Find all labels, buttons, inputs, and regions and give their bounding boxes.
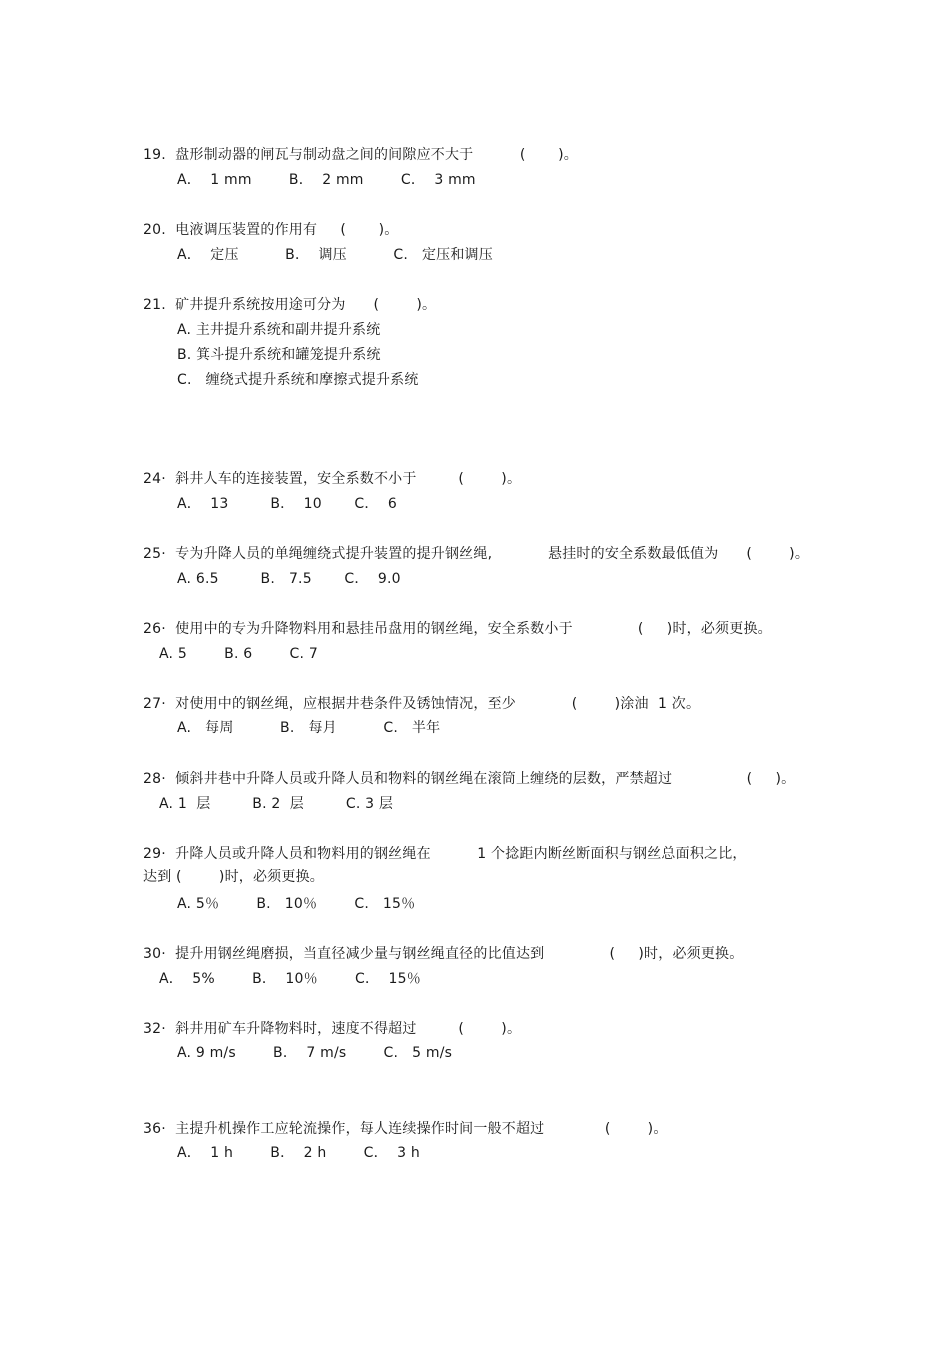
question-25-options: A. 6.5 B. 7.5 C． 9.0: [177, 571, 401, 587]
question-27-stem: 27· 对使用中的钢丝绳，应根据井巷条件及锈蚀情况，至少 ( )涂油 1 次。: [143, 696, 701, 712]
question-20-options: A． 定压 B． 调压 C. 定压和调压: [177, 247, 493, 263]
question-28-options: A. 1 层 B. 2 层 C. 3 层: [159, 796, 394, 812]
question-26-stem: 26· 使用中的专为升降物料用和悬挂吊盘用的钢丝绳，安全系数小于 ( )时，必须更换。: [143, 621, 772, 637]
question-21-stem: 21. 矿井提升系统按用途可分为 ( )。: [143, 297, 437, 313]
question-36-options: A． 1 h B． 2 h C． 3 h: [177, 1145, 420, 1161]
question-24-options: A． 13 B． 10 C． 6: [177, 496, 397, 512]
question-29-stem-continued: 达到 ( )时，必须更换。: [143, 869, 324, 885]
question-21-option-b: B. 箕斗提升系统和罐笼提升系统: [177, 347, 381, 363]
question-32-stem: 32· 斜井用矿车升降物料时，速度不得超过 ( )。: [143, 1021, 522, 1037]
question-29-options: A. 5％ B. 10％ C. 15％: [177, 896, 416, 912]
question-20-stem: 20. 电液调压装置的作用有 ( )。: [143, 222, 399, 238]
question-24-stem: 24· 斜井人车的连接装置，安全系数不小于 ( )。: [143, 471, 522, 487]
question-29-stem: 29· 升降人员或升降人员和物料用的钢丝绳在 1 个捻距内断丝断面积与钢丝总面积之比，: [143, 846, 747, 862]
question-32-options: A. 9 m/s B． 7 m/s C. 5 m/s: [177, 1045, 453, 1061]
question-28-stem: 28· 倾斜井巷中升降人员或升降人员和物料的钢丝绳在滚筒上缠绕的层数，严禁超过 ( )。: [143, 771, 796, 787]
question-36-stem: 36· 主提升机操作工应轮流操作，每人连续操作时间一般不超过 ( )。: [143, 1121, 668, 1137]
question-21-option-a: A. 主井提升系统和副井提升系统: [177, 322, 381, 338]
question-26-options: A. 5 B. 6 C. 7: [159, 646, 318, 662]
question-21-option-c: C. 缠绕式提升系统和摩擦式提升系统: [177, 372, 419, 388]
question-25-stem: 25· 专为升降人员的单绳缠绕式提升装置的提升钢丝绳, 悬挂时的安全系数最低值为 ( )。: [143, 546, 810, 562]
question-30-options: A． 5% B． 10％ C． 15％: [159, 971, 421, 987]
question-30-stem: 30· 提升用钢丝绳磨损，当直径减少量与钢丝绳直径的比值达到 ( )时，必须更换。: [143, 946, 744, 962]
question-19-options: A． 1 mm B． 2 mm C． 3 mm: [177, 172, 476, 188]
question-19-stem: 19. 盘形制动器的闸瓦与制动盘之间的间隙应不大于 ( )。: [143, 147, 578, 163]
question-27-options: A. 每周 B. 每月 C. 半年: [177, 720, 441, 736]
